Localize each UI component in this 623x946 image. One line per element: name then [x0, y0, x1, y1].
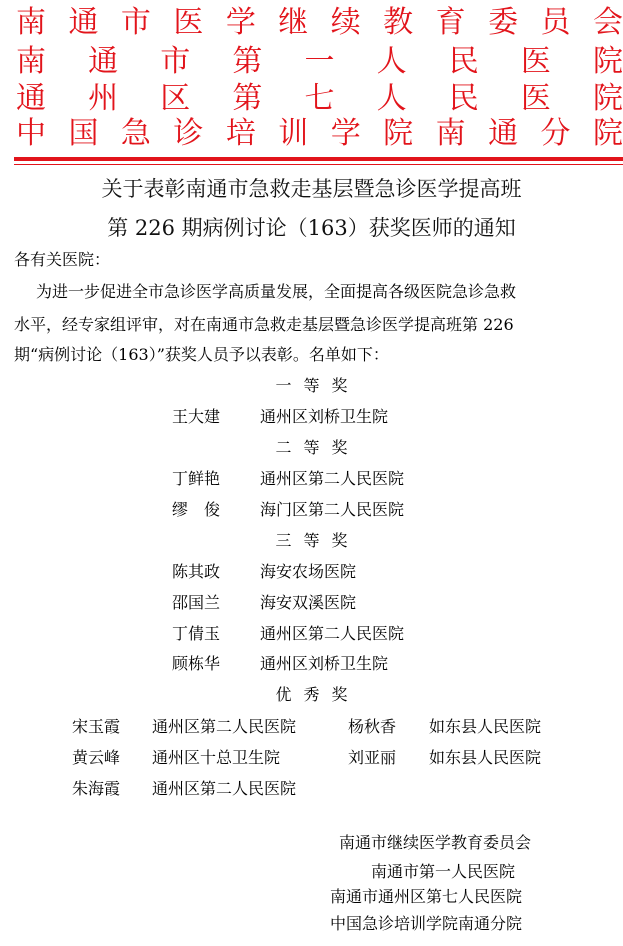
letterhead-line-4: 中 国 急 诊 培 训 学 院 南 通 分 院 [16, 116, 623, 151]
notice-title-line-2: 第 226 期病例讨论（163）获奖医师的通知 [107, 216, 516, 240]
winner-hospital: 海门区第二人民医院 [260, 500, 405, 519]
salutation: 各有关医院： [14, 250, 111, 269]
winner-hospital: 通州区第二人民医院 [152, 717, 297, 736]
winner-hospital: 如东县人民医院 [429, 717, 542, 736]
winner-hospital: 通州区第二人民医院 [152, 779, 297, 798]
signature-line-1: 南通市继续医学教育委员会 [339, 833, 532, 852]
winner-name: 杨秋香 [348, 717, 397, 736]
winner-name: 宋玉霞 [72, 717, 121, 736]
signature-line-4: 中国急诊培训学院南通分院 [330, 914, 523, 933]
winner-hospital: 海安农场医院 [260, 562, 357, 581]
winner-name: 朱海霞 [72, 779, 121, 798]
first-prize-heading: 一等奖 [275, 376, 360, 395]
excellence-award-heading: 优秀奖 [275, 685, 360, 704]
body-paragraph-line-1: 为进一步促进全市急诊医学高质量发展，全面提高各级医院急诊急救 [36, 282, 517, 301]
letterhead-rule-thin [14, 164, 623, 165]
winner-hospital: 通州区刘桥卫生院 [260, 407, 389, 426]
winner-hospital: 通州区刘桥卫生院 [260, 654, 389, 673]
winner-name: 刘亚丽 [348, 748, 397, 767]
winner-name: 缪 俊 [172, 500, 221, 519]
winner-hospital: 通州区第二人民医院 [260, 624, 405, 643]
body-paragraph-line-3: 期“病例讨论（163）”获奖人员予以表彰。名单如下： [14, 345, 389, 364]
winner-name: 邵国兰 [172, 593, 221, 612]
winner-name: 陈其政 [172, 562, 221, 581]
winner-name: 黄云峰 [72, 748, 121, 767]
winner-name: 丁倩玉 [172, 624, 221, 643]
winner-hospital: 通州区十总卫生院 [152, 748, 281, 767]
second-prize-heading: 二等奖 [275, 438, 360, 457]
signature-line-3: 南通市通州区第七人民医院 [330, 887, 523, 906]
winner-name: 王大建 [172, 407, 221, 426]
body-paragraph-line-2: 水平，经专家组评审，对在南通市急救走基层暨急诊医学提高班第 226 [14, 315, 514, 334]
winner-hospital: 如东县人民医院 [429, 748, 542, 767]
notice-title-line-1: 关于表彰南通市急救走基层暨急诊医学提高班 [101, 177, 522, 201]
letterhead-line-1: 南 通 市 医 学 继 续 教 育 委 员 会 [16, 5, 623, 40]
winner-name: 顾栋华 [172, 654, 221, 673]
letterhead-rule-thick [14, 157, 623, 161]
signature-line-2: 南通市第一人民医院 [371, 862, 516, 881]
winner-hospital: 通州区第二人民医院 [260, 469, 405, 488]
winner-name: 丁鲜艳 [172, 469, 221, 488]
third-prize-heading: 三等奖 [275, 531, 360, 550]
winner-hospital: 海安双溪医院 [260, 593, 357, 612]
letterhead-line-3: 通 州 区 第 七 人 民 医 院 [16, 81, 623, 116]
letterhead-line-2: 南 通 市 第 一 人 民 医 院 [16, 44, 623, 79]
